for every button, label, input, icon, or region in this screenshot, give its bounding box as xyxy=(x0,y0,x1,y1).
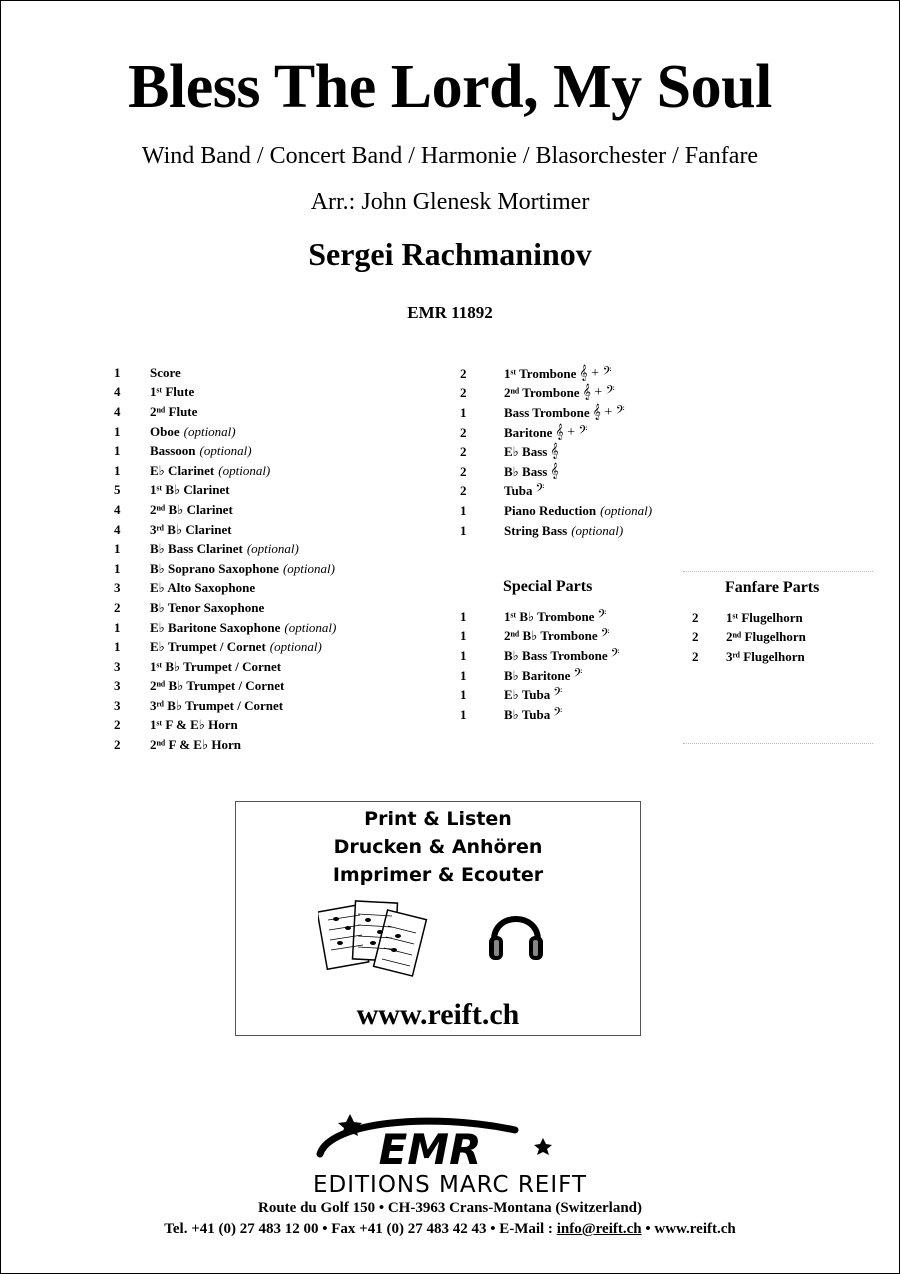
part-row xyxy=(460,685,620,705)
part-row xyxy=(460,423,652,443)
part-name: Bass Trombone xyxy=(504,404,590,420)
special-parts-list xyxy=(460,607,620,725)
part-row xyxy=(460,666,620,686)
part-quantity: 1 xyxy=(460,522,467,538)
promo-line-french: Imprimer & Ecouter xyxy=(332,864,544,886)
part-row xyxy=(460,705,620,725)
part-row xyxy=(692,628,806,648)
part-row xyxy=(460,364,652,384)
part-row xyxy=(114,735,336,755)
clef-icon: 𝄞 xyxy=(550,444,559,460)
part-name: 3ʳᵈ B♭ Clarinet xyxy=(150,521,232,537)
part-quantity: 3 xyxy=(114,658,121,674)
part-quantity: 2 xyxy=(114,599,121,615)
publisher-address: Route du Golf 150 • CH-3963 Crans-Montana (Switzerland) xyxy=(258,1200,642,1216)
fanfare-parts-heading: Fanfare Parts xyxy=(725,579,820,596)
part-name: 2ⁿᵈ B♭ Clarinet xyxy=(150,501,233,517)
part-row xyxy=(114,696,336,716)
clef-icon: 𝄢 xyxy=(573,667,583,683)
clef-icon: 𝄞 + 𝄢 xyxy=(582,385,615,401)
composer-name: Sergei Rachmaninov xyxy=(308,236,592,272)
part-optional-note: (optional) xyxy=(218,462,271,478)
part-row xyxy=(114,402,336,422)
contact-website: • www.reift.ch xyxy=(641,1221,736,1237)
promo-website-link[interactable]: www.reift.ch xyxy=(356,998,520,1031)
part-row xyxy=(114,363,336,383)
part-row xyxy=(460,403,652,423)
part-row xyxy=(114,481,336,501)
fanfare-parts-list xyxy=(692,608,806,667)
part-quantity: 5 xyxy=(114,482,121,498)
part-optional-note: (optional) xyxy=(284,619,337,635)
part-quantity: 1 xyxy=(114,639,121,655)
parts-list-main xyxy=(114,363,336,755)
part-quantity: 2 xyxy=(460,444,467,460)
part-quantity: 1 xyxy=(460,608,467,624)
part-row xyxy=(460,607,620,627)
part-name: String Bass xyxy=(504,522,568,538)
part-quantity: 2 xyxy=(460,424,467,440)
part-name: E♭ Alto Saxophone xyxy=(150,580,256,596)
part-quantity: 1 xyxy=(460,687,467,703)
part-quantity: 2 xyxy=(114,717,121,733)
part-quantity: 4 xyxy=(114,403,121,419)
part-name: Baritone xyxy=(504,424,553,440)
part-name: 3ʳᵈ Flugelhorn xyxy=(726,648,805,664)
part-quantity: 1 xyxy=(114,443,121,459)
part-quantity: 1 xyxy=(460,706,467,722)
part-row xyxy=(460,482,652,502)
page-title: Bless The Lord, My Soul xyxy=(128,53,772,121)
emr-logo xyxy=(300,1108,560,1178)
part-quantity: 3 xyxy=(114,697,121,713)
part-quantity: 2 xyxy=(460,483,467,499)
part-optional-note: (optional) xyxy=(600,502,653,518)
part-quantity: 4 xyxy=(114,521,121,537)
part-quantity: 1 xyxy=(114,560,121,576)
part-row xyxy=(114,520,336,540)
part-row xyxy=(114,618,336,638)
part-quantity: 1 xyxy=(114,541,121,557)
part-name: 2ⁿᵈ B♭ Trumpet / Cornet xyxy=(150,678,285,694)
part-row xyxy=(114,539,336,559)
part-name: 1ˢᵗ Trombone xyxy=(504,365,577,381)
part-name: Oboe xyxy=(150,423,180,439)
clef-icon: 𝄢 xyxy=(600,628,610,644)
part-name: E♭ Tuba xyxy=(504,687,551,703)
part-name: 1ˢᵗ B♭ Trombone xyxy=(504,608,595,624)
catalog-number: EMR 11892 xyxy=(407,303,493,322)
part-quantity: 2 xyxy=(460,365,467,381)
part-row xyxy=(114,716,336,736)
part-row xyxy=(114,598,336,618)
promo-line-english: Print & Listen xyxy=(364,808,512,830)
publisher-name: EDITIONS MARC REIFT xyxy=(312,1172,588,1198)
part-quantity: 1 xyxy=(460,647,467,663)
fanfare-top-rule xyxy=(683,571,873,572)
special-parts-heading: Special Parts xyxy=(503,578,593,595)
clef-icon: 𝄢 xyxy=(610,647,620,663)
part-name: 2ⁿᵈ Flugelhorn xyxy=(726,629,806,645)
email-link[interactable]: info@reift.ch xyxy=(556,1221,642,1237)
clef-icon: 𝄞 + 𝄢 xyxy=(592,404,625,420)
part-row xyxy=(114,637,336,657)
part-row xyxy=(114,657,336,677)
part-name: E♭ Bass xyxy=(504,444,548,460)
part-name: B♭ Bass xyxy=(504,463,548,479)
part-row xyxy=(692,647,806,667)
part-name: 1ˢᵗ B♭ Trumpet / Cornet xyxy=(150,658,282,674)
clef-icon: 𝄢 xyxy=(597,608,607,624)
part-name: B♭ Soprano Saxophone xyxy=(150,560,279,576)
part-name: 2ⁿᵈ B♭ Trombone xyxy=(504,628,598,644)
part-name: 2ⁿᵈ F & E♭ Horn xyxy=(150,737,241,753)
ensemble-subtitle: Wind Band / Concert Band / Harmonie / Blasorchester / Fanfare xyxy=(141,143,759,169)
publisher-contact xyxy=(0,1221,900,1238)
part-row xyxy=(460,442,652,462)
part-quantity: 4 xyxy=(114,384,121,400)
part-name: 2ⁿᵈ Trombone xyxy=(504,385,580,401)
part-quantity: 3 xyxy=(114,678,121,694)
part-row xyxy=(114,441,336,461)
part-row xyxy=(114,579,336,599)
part-quantity: 3 xyxy=(114,580,121,596)
part-quantity: 2 xyxy=(692,648,699,664)
part-name: E♭ Baritone Saxophone xyxy=(150,619,281,635)
part-row xyxy=(692,608,806,628)
part-quantity: 4 xyxy=(114,501,121,517)
part-row xyxy=(114,422,336,442)
part-row xyxy=(114,559,336,579)
print-listen-box[interactable] xyxy=(235,801,641,1036)
part-name: 1ˢᵗ F & E♭ Horn xyxy=(150,717,238,733)
part-row xyxy=(460,384,652,404)
part-quantity: 2 xyxy=(692,609,699,625)
part-name: 2ⁿᵈ Flute xyxy=(150,403,198,419)
part-name: B♭ Bass Clarinet xyxy=(150,541,243,557)
clef-icon: 𝄢 xyxy=(553,706,563,722)
part-quantity: 1 xyxy=(460,502,467,518)
clef-icon: 𝄞 + 𝄢 xyxy=(555,424,588,440)
part-row xyxy=(114,461,336,481)
part-name: Score xyxy=(150,364,181,380)
part-optional-note: (optional) xyxy=(183,423,236,439)
part-name: Bassoon xyxy=(150,443,196,459)
headphones-icon xyxy=(486,900,546,966)
part-quantity: 1 xyxy=(114,423,121,439)
part-name: Piano Reduction xyxy=(504,502,597,518)
clef-icon: 𝄢 xyxy=(535,483,545,499)
clef-icon: 𝄞 + 𝄢 xyxy=(579,365,612,381)
part-optional-note: (optional) xyxy=(199,443,252,459)
part-row xyxy=(460,627,620,647)
part-optional-note: (optional) xyxy=(571,522,624,538)
part-name: Tuba xyxy=(504,483,533,499)
part-row xyxy=(114,500,336,520)
part-quantity: 2 xyxy=(460,385,467,401)
part-optional-note: (optional) xyxy=(282,560,335,576)
part-name: E♭ Clarinet xyxy=(150,462,215,478)
contact-phone-fax: Tel. +41 (0) 27 483 12 00 • Fax +41 (0) 27 483 42 43 • E-Mail : xyxy=(164,1221,557,1237)
part-name: 1ˢᵗ Flugelhorn xyxy=(726,609,803,625)
part-row xyxy=(114,383,336,403)
part-quantity: 1 xyxy=(114,462,121,478)
parts-list-low-brass xyxy=(460,364,652,540)
part-quantity: 2 xyxy=(692,629,699,645)
part-quantity: 1 xyxy=(114,619,121,635)
part-quantity: 1 xyxy=(460,667,467,683)
part-name: E♭ Trumpet / Cornet xyxy=(150,639,266,655)
part-name: 3ʳᵈ B♭ Trumpet / Cornet xyxy=(150,697,284,713)
fanfare-bottom-rule xyxy=(683,743,873,744)
part-quantity: 1 xyxy=(460,628,467,644)
part-name: B♭ Baritone xyxy=(504,667,571,683)
part-row xyxy=(460,501,652,521)
part-name: B♭ Bass Trombone xyxy=(504,647,608,663)
part-row xyxy=(114,677,336,697)
part-name: B♭ Tuba xyxy=(504,706,551,722)
part-row xyxy=(460,646,620,666)
part-quantity: 2 xyxy=(114,737,121,753)
arranger-credit: Arr.: John Glenesk Mortimer xyxy=(310,189,590,215)
part-row xyxy=(460,462,652,482)
part-name: B♭ Tenor Saxophone xyxy=(150,599,265,615)
part-optional-note: (optional) xyxy=(246,541,299,557)
part-optional-note: (optional) xyxy=(269,639,322,655)
clef-icon: 𝄢 xyxy=(553,687,563,703)
part-name: 1ˢᵗ B♭ Clarinet xyxy=(150,482,230,498)
part-quantity: 1 xyxy=(114,364,121,380)
part-name: 1ˢᵗ Flute xyxy=(150,384,195,400)
sheet-music-icon xyxy=(318,898,428,984)
part-quantity: 2 xyxy=(460,463,467,479)
logo-text: EMR xyxy=(378,1125,482,1174)
part-row xyxy=(460,521,652,541)
promo-line-german: Drucken & Anhören xyxy=(333,836,543,858)
clef-icon: 𝄞 xyxy=(550,463,559,479)
part-quantity: 1 xyxy=(460,404,467,420)
